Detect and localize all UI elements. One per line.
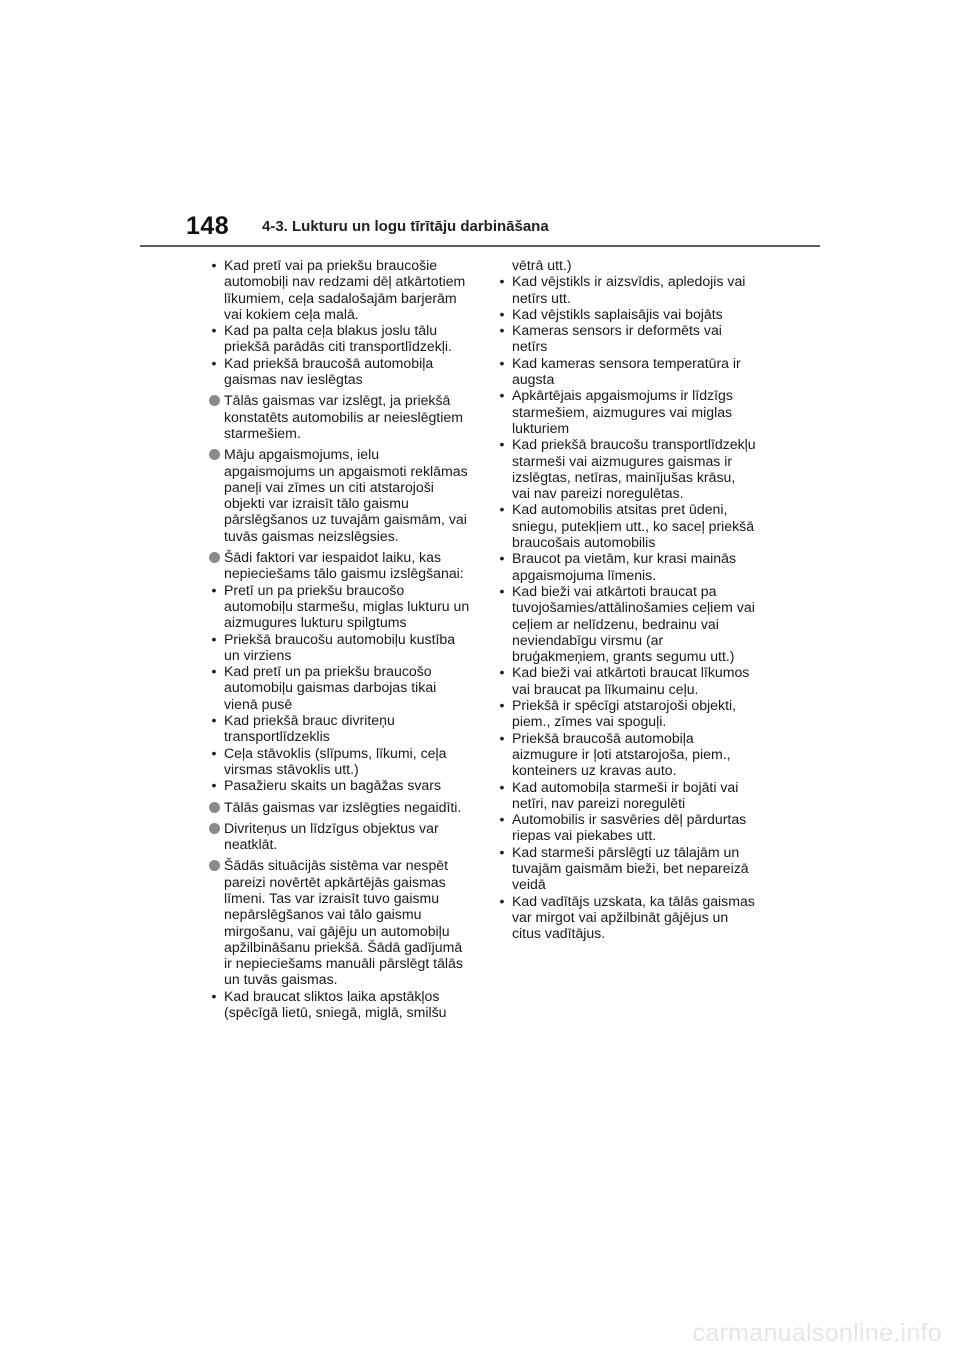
bullet-item: • Pasažieru skaits un bagāžas svars — [211, 777, 441, 794]
paragraph: Šādās situācijās sistēma var nespēt pareizi novērtēt apkārtējās gaismas līmeni. Tas var izraisīt tuvo gaismu nepārslēgšanos vai tālo gaismu mirgošanu, vai gājēju un automobiļu apžilbināšanu priekšā. Šādā gadījumā ir nepieciešams manuāli pārslēgt tālās un tuvās gaismas. — [208, 857, 470, 987]
header-rule — [140, 245, 820, 247]
bullet-item: • Kad pa palta ceļa blakus joslu tālu priekšā parādās citi transportlīdzekļi. — [211, 322, 452, 355]
circle-marker-icon — [209, 395, 220, 406]
circle-marker-icon — [209, 449, 220, 460]
bullet-item: • Priekšā ir spēcīgi atstarojoši objekti, piem., zīmes vai spoguļi. — [499, 697, 737, 730]
bullet-item: • Kad kameras sensora temperatūra ir augsta — [499, 354, 741, 388]
bullet-item: • Kad priekšā braucošā automobiļa gaismas nav ieslēgtas — [211, 354, 434, 388]
bullet-item: • Kad automobilis atsitas pret ūdeni, sniegu, putekļiem utt., ko saceļ priekšā braucošais automobilis — [499, 501, 755, 551]
bullet-item: • Kad automobiļa starmeši ir bojāti vai netīri, nav pareizi noregulēti — [499, 778, 739, 811]
circle-marker-icon — [209, 823, 220, 834]
paragraph: Šādi faktori var iespaidot laiku, kas nepieciešams tālo gaismu izslēgšanai: — [208, 549, 470, 582]
paragraph: Tālās gaismas var izslēgties negaidīti. — [208, 799, 470, 815]
bullet-item: • Automobilis ir sasvēries dēļ pārdurtas riepas vai piekabes utt. — [499, 811, 747, 844]
bullet-item: • Apkārtējais apgaismojums ir līdzīgs starmešiem, aizmugures vai miglas lukturiem — [499, 387, 733, 436]
watermark: carmanualsonline.info — [692, 1319, 942, 1347]
right-column — [496, 257, 756, 941]
paragraph: Divriteņus un līdzīgus objektus var neatklāt. — [208, 820, 470, 853]
section-title: 4-3. Lukturu un logu tīrītāju darbināšana — [262, 218, 549, 235]
bullet-item: • Kad pretī vai pa priekšu braucošie automobiļi nav redzami dēļ atkārtotiem līkumiem, ceļa sadalošajām barjerām vai kokiem ceļa malā. — [211, 257, 466, 322]
bullet-item: • Pretī un pa priekšu braucošo automobiļu starmešu, miglas lukturu un aizmugures lukturu spilgtums — [211, 581, 470, 631]
bullet-item: • Braucot pa vietām, kur krasi mainās apgaismojuma līmenis. — [499, 550, 737, 583]
bullet-continuation: vētrā utt.) — [512, 257, 572, 273]
bullet-item: • Kad vadītājs uzskata, ka tālās gaismas var mirgot vai apžilbināt gājējus un citus vadītājus. — [499, 892, 755, 942]
bullet-item: • Kad priekšā braucošu transportlīdzekļu starmeši vai aizmugures gaismas ir izslēgtas, netīras, mainījušas krāsu, vai nav pareizi noregulētas. — [499, 436, 756, 502]
bullet-item: • Kad bieži vai atkārtoti braucat pa tuvojošamies/attālinošamies ceļiem vai ceļiem ar nelīdzenu, bedrainu vai neviendabīgu virsmu (ar bruģakmeņiem, grants segumu utt.) — [499, 582, 755, 665]
page-header — [0, 0, 960, 250]
bullet-item: • Kad braucat sliktos laika apstākļos (spēcīgā lietū, sniegā, miglā, smilšu — [211, 987, 447, 1021]
bullet-item: • Kad vējstikls saplaisājis vai bojāts — [499, 305, 723, 322]
bullet-item: • Priekšā braucošā automobiļa aizmugure ir ļoti atstarojoša, piem., konteiners uz kravas auto. — [499, 729, 731, 779]
paragraph: Tālās gaismas var izslēgt, ja priekšā konstatēts automobilis ar neieslēgtiem starmešiem. — [208, 392, 470, 441]
bullet-item: • Kad starmeši pārslēgti uz tālajām un tuvajām gaismām bieži, bet nepareizā veidā — [499, 843, 749, 893]
circle-marker-icon — [209, 802, 220, 813]
bullet-item: • Kameras sensors ir deformēts vai netīrs — [499, 322, 722, 355]
bullet-item: • Kad pretī un pa priekšu braucošo automobiļu gaismas darbojas tikai vienā pusē — [211, 663, 437, 712]
paragraph: Māju apgaismojums, ielu apgaismojums un apgaismoti reklāmas paneļi vai zīmes un citi atstarojoši objekti var izraisīt tālo gaismu pārslēgšanos uz tuvajām gaismām, vai tuvās gaismas neizslēgsies. — [208, 446, 470, 544]
page-number: 148 — [186, 212, 230, 240]
circle-marker-icon — [209, 552, 220, 563]
left-column — [208, 257, 470, 1020]
circle-marker-icon — [209, 860, 220, 871]
bullet-item: • Kad vējstikls ir aizsvīdis, apledojis vai netīrs utt. — [499, 273, 746, 306]
bullet-item: • Kad bieži vai atkārtoti braucat līkumos vai braucat pa līkumainu ceļu. — [499, 664, 750, 697]
bullet-item: • Ceļa stāvoklis (slīpums, līkumi, ceļa virsmas stāvoklis utt.) — [211, 744, 447, 777]
bullet-item: • Priekšā braucošu automobiļu kustība un virziens — [211, 630, 456, 663]
bullet-item: • Kad priekšā brauc divriteņu transportlīdzeklis — [211, 712, 395, 745]
